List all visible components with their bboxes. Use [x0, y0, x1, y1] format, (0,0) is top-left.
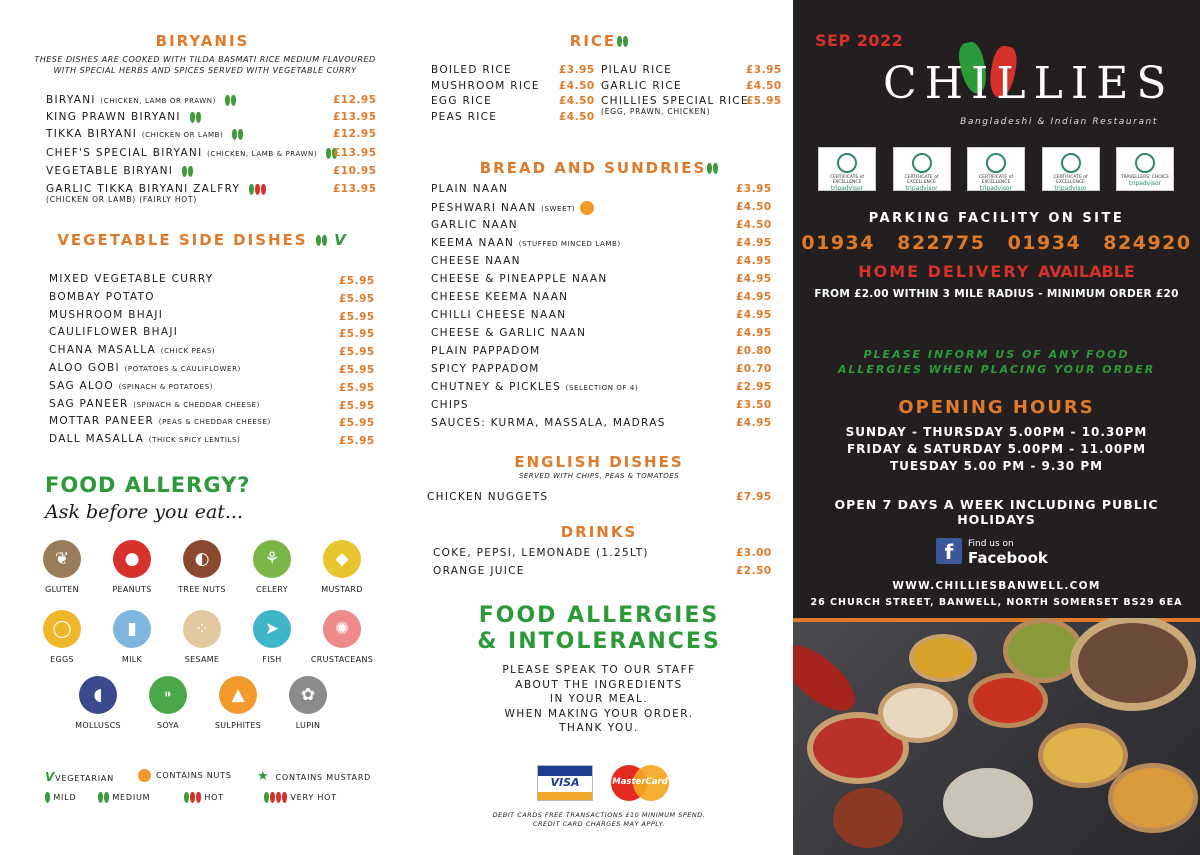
item-name: KEEMA NAAN	[431, 237, 515, 249]
award-brand: tripadvisor	[979, 185, 1013, 192]
phone-2[interactable]: 01934 824920	[1007, 232, 1192, 254]
hours-line: SUNDAY - THURSDAY 5.00PM - 10.30PM	[845, 425, 1148, 439]
tripadvisor-badge	[1116, 147, 1174, 191]
veg-item	[49, 398, 260, 410]
chili-icon	[326, 148, 331, 159]
item-price: £2.50	[736, 565, 772, 577]
veg-sides-title-text: VEGETABLE SIDE DISHES	[57, 231, 308, 249]
item-note: (CHICKEN OR LAMB)	[141, 131, 224, 139]
item-price: £5.95	[339, 381, 375, 394]
item-price: £3.95	[746, 64, 782, 76]
item-price: £0.70	[736, 363, 772, 375]
item-name: BIRYANI	[46, 94, 96, 106]
phone-1[interactable]: 01934 822775	[801, 232, 986, 254]
item-name: PESHWARI NAAN	[431, 202, 537, 214]
owl-icon	[1061, 153, 1081, 173]
bread-item	[431, 237, 621, 249]
delivery-title	[793, 262, 1200, 281]
item-name: BOMBAY POTATO	[49, 290, 155, 303]
chili-icon	[617, 36, 622, 47]
tripadvisor-badge	[893, 147, 951, 191]
item-price: £5.95	[339, 275, 375, 287]
tripadvisor-badge	[1042, 147, 1100, 191]
item-note: (CHICKEN, LAMB & PRAWN)	[207, 150, 318, 158]
allergen-icon: ⁍	[149, 676, 187, 714]
item-note: (SPINACH & CHEDDAR CHEESE)	[133, 400, 260, 409]
item-note: (PEAS & CHEDDAR CHEESE)	[158, 418, 271, 427]
heat-indicator	[224, 94, 236, 106]
delivery-text-b: AVAILABLE	[1037, 262, 1135, 281]
item-note: (STUFFED MINCED LAMB)	[518, 240, 621, 248]
rice-item: BOILED RICE	[431, 64, 512, 76]
item-name: SAUCES: KURMA, MASSALA, MADRAS	[431, 417, 666, 429]
item-price: £13.95	[333, 183, 377, 195]
item-name: PLAIN NAAN	[431, 183, 509, 195]
item-price: £5.95	[339, 310, 375, 323]
allergen-label: TREE NUTS	[178, 585, 226, 594]
allergen-icon: ✿	[289, 676, 327, 714]
owl-icon	[912, 153, 932, 173]
chili-icon	[270, 792, 275, 803]
biryani-item	[46, 147, 337, 159]
allergen-sesame	[162, 610, 242, 664]
allergen-icon: ⚘	[253, 540, 291, 578]
allergen-icon: ◯	[43, 610, 81, 648]
item-price: £5.95	[339, 435, 375, 448]
item-note: (POTATOES & CAULIFLOWER)	[124, 365, 241, 373]
item-name: SAG PANEER	[49, 397, 129, 410]
special-rice-note: (EGG, PRAWN, CHICKEN)	[601, 107, 711, 116]
item-name: GARLIC TIKKA BIRYANI ZALFRY	[46, 183, 241, 195]
star-icon: ★	[257, 769, 270, 784]
allergen-mustard	[302, 540, 382, 594]
award-caption: CERTIFICATE of EXCELLENCE	[829, 175, 864, 185]
delivery-text-a: HOME DELIVERY	[858, 262, 1031, 281]
allergy-notice-line2: ALLERGIES WHEN PLACING YOUR ORDER	[837, 363, 1156, 376]
chili-icon	[623, 36, 628, 47]
item-name: MIXED VEGETABLE CURRY	[49, 273, 214, 285]
item-name: CHILLI CHEESE NAAN	[431, 309, 567, 321]
item-price: £3.95	[736, 183, 772, 195]
legend-medium-label: MEDIUM	[112, 793, 151, 802]
rice-item: CHILLIES SPECIAL RICE	[601, 95, 749, 107]
intolerances-line: IN YOUR MEAL.	[549, 693, 649, 705]
item-price: £5.95	[339, 417, 375, 430]
allergen-icon: ➤	[253, 610, 291, 648]
rice-item: PILAU RICE	[601, 64, 673, 76]
allergy-subtitle: Ask before you eat...	[45, 501, 244, 523]
legend-very-hot-label: VERY HOT	[290, 793, 337, 802]
allergen-label: SULPHITES	[214, 721, 262, 730]
allergen-icon: ◆	[323, 540, 361, 578]
item-price: £4.50	[559, 79, 595, 92]
allergen-icon: ▮	[113, 610, 151, 648]
item-price: £2.95	[736, 381, 772, 393]
allergy-notice-line1: PLEASE INFORM US OF ANY FOOD	[863, 348, 1130, 361]
item-price: £13.95	[333, 111, 377, 123]
allergen-tree-nuts	[162, 540, 242, 594]
veg-item	[49, 326, 178, 338]
chili-icon	[713, 163, 718, 174]
english-title: ENGLISH DISHES	[514, 453, 684, 471]
item-price: £7.95	[736, 491, 772, 503]
heat-indicator	[181, 165, 193, 177]
item-name: PLAIN PAPPADOM	[431, 345, 541, 357]
bread-item	[431, 255, 521, 267]
visa-logo	[537, 765, 593, 801]
allergen-icon: ✺	[323, 610, 361, 648]
bread-item	[431, 219, 518, 231]
spices-photo	[793, 618, 1200, 855]
chili-icon	[196, 792, 201, 803]
intolerances-line: PLEASE SPEAK TO OUR STAFF	[502, 664, 696, 676]
item-price: £0.80	[736, 345, 772, 357]
rice-item: GARLIC RICE	[601, 79, 682, 92]
rice-item: MUSHROOM RICE	[431, 79, 540, 92]
owl-icon	[1135, 153, 1155, 173]
allergen-icon: ⁘	[183, 610, 221, 648]
item-price: £4.50	[736, 219, 772, 231]
drink-item: COKE, PEPSI, LEMONADE (1.25LT)	[433, 547, 649, 559]
item-price: £4.95	[736, 327, 772, 339]
allergen-icon: ●	[113, 540, 151, 578]
veg-item	[49, 309, 163, 321]
item-price: £4.95	[736, 237, 772, 249]
allergen-label: CRUSTACEANS	[310, 655, 374, 664]
allergen-lupin	[268, 676, 348, 730]
item-note: (CHICK PEAS)	[160, 347, 216, 356]
chili-icon	[282, 792, 287, 803]
visa-text: VISA	[550, 776, 580, 789]
drink-item: ORANGE JUICE	[433, 565, 525, 577]
allergen-label: MILK	[121, 655, 143, 664]
allergen-label: CELERY	[256, 585, 288, 594]
item-note: (SWEET)	[541, 205, 576, 213]
bread-title-text: BREAD AND SUNDRIES	[479, 159, 707, 177]
veg-item	[49, 380, 213, 392]
item-price: £5.95	[339, 399, 375, 412]
chili-icon	[232, 129, 237, 140]
legend-contains-nuts	[138, 769, 232, 782]
biryani-item	[46, 111, 201, 123]
allergen-eggs	[22, 610, 102, 664]
item-price: £12.95	[333, 94, 377, 106]
chili-icon	[264, 792, 269, 803]
info-panel	[793, 0, 1200, 855]
veg-item	[49, 291, 155, 303]
legend-mustard-label: CONTAINS MUSTARD	[275, 773, 372, 782]
bread-item	[431, 327, 586, 339]
allergen-label: MOLLUSCS	[75, 721, 121, 730]
heat-indicator	[248, 183, 266, 195]
veg-item	[49, 344, 215, 356]
logo-text: CHILLIES	[883, 58, 1175, 109]
item-price: £4.95	[736, 255, 772, 267]
item-price: £4.50	[736, 201, 772, 213]
award-caption: TRAVELLERS' CHOICE	[1120, 175, 1170, 180]
item-note: (CHICKEN, LAMB OR PRAWN)	[100, 97, 216, 105]
chili-icon	[316, 235, 321, 246]
chili-icon	[184, 792, 189, 803]
chili-icon	[45, 792, 50, 803]
bread-item	[431, 273, 608, 285]
bread-item	[431, 363, 540, 375]
award-caption: CERTIFICATE of EXCELLENCE	[1053, 175, 1088, 185]
bread-item	[431, 417, 666, 429]
item-price: £4.50	[559, 110, 595, 123]
item-price: £5.95	[746, 95, 782, 107]
item-name: CAULIFLOWER BHAJI	[49, 326, 179, 339]
allergen-label: LUPIN	[295, 721, 321, 730]
allergen-soya	[128, 676, 208, 730]
allergen-label: GLUTEN	[45, 585, 79, 594]
biryanis-title: BIRYANIS	[155, 32, 250, 50]
hours-title: OPENING HOURS	[898, 397, 1095, 418]
legend-vegetarian-label: VEGETARIAN	[55, 774, 114, 783]
middle-column	[405, 0, 793, 855]
allergen-label: PEANUTS	[112, 585, 152, 594]
legend-mild	[44, 792, 76, 803]
item-price: £4.95	[736, 273, 772, 285]
biryani-item	[46, 94, 236, 106]
facebook-big-text: Facebook	[968, 549, 1048, 567]
legend-vegetarian: VVEGETARIAN	[45, 770, 114, 784]
award-brand: tripadvisor	[830, 185, 864, 192]
chili-icon	[190, 792, 195, 803]
item-name: MUSHROOM BHAJI	[49, 308, 164, 321]
item-price: £3.95	[559, 64, 595, 76]
english-item: CHICKEN NUGGETS	[427, 491, 549, 503]
tripadvisor-badge	[967, 147, 1025, 191]
rice-title-text: RICE	[569, 32, 617, 50]
bread-item	[431, 345, 541, 357]
intolerances-line: THANK YOU.	[559, 722, 639, 734]
biryani-item	[46, 165, 193, 177]
hours-list	[793, 424, 1200, 475]
address: 26 CHURCH STREET, BANWELL, NORTH SOMERSET BS29 6EA	[810, 597, 1183, 608]
hours-line: TUESDAY 5.00 PM - 9.30 PM	[889, 459, 1104, 473]
delivery-terms: FROM £2.00 WITHIN 3 MILE RADIUS - MINIMUM ORDER £20	[814, 288, 1179, 300]
allergy-notice	[793, 347, 1200, 377]
allergen-icon: ▲	[219, 676, 257, 714]
biryani-item	[46, 183, 266, 195]
chillies-logo	[883, 36, 1175, 116]
item-price: £4.50	[746, 79, 782, 92]
veg-sides-title	[0, 231, 405, 249]
item-note: (THICK SPICY LENTILS)	[148, 436, 241, 445]
veg-item	[49, 273, 213, 285]
item-price: £5.95	[339, 292, 375, 305]
tagline: Bangladeshi & Indian Restaurant	[960, 117, 1158, 127]
facebook-small-text: Find us on	[968, 539, 1014, 549]
legend-nuts-label: CONTAINS NUTS	[156, 771, 232, 780]
item-name: ALOO GOBI	[49, 362, 120, 374]
biryani-item	[46, 128, 243, 140]
item-price: £5.95	[339, 346, 375, 359]
intolerances-line: WHEN MAKING YOUR ORDER.	[504, 707, 694, 720]
allergy-title: FOOD ALLERGY?	[45, 473, 251, 497]
item-name: TIKKA BIRYANI	[46, 128, 138, 140]
item-price: £3.00	[736, 547, 772, 559]
item-note: (SPINACH & POTATOES)	[118, 382, 214, 391]
allergen-milk	[92, 610, 172, 664]
intolerances-title-line1: FOOD ALLERGIES	[478, 603, 720, 628]
mastercard-logo	[609, 764, 671, 802]
award-caption: CERTIFICATE of EXCELLENCE	[978, 175, 1013, 185]
allergen-celery	[232, 540, 312, 594]
item-name: KING PRAWN BIRYANI	[46, 111, 181, 123]
chili-icon	[322, 235, 327, 246]
tripadvisor-badge	[818, 147, 876, 191]
award-brand: tripadvisor	[1054, 185, 1087, 192]
biryanis-subtitle: THESE DISHES ARE COOKED WITH TILDA BASMATI RICE MEDIUM FLAVOURED WITH SPECIAL HERBS AND SPICES SERVED WITH VEGETABLE CURRY	[34, 55, 376, 75]
chili-icon	[276, 792, 281, 803]
heat-indicator	[231, 128, 243, 140]
intolerances-title	[405, 603, 793, 655]
item-name: CHANA MASALLA	[49, 344, 157, 357]
item-name: MOTTAR PANEER	[49, 415, 155, 428]
allergen-fish	[232, 610, 312, 664]
legend-very-hot	[263, 792, 337, 803]
chili-icon	[190, 112, 195, 123]
item-name: CHEF'S SPECIAL BIRYANI	[46, 147, 203, 159]
item-name: CHUTNEY & PICKLES	[431, 381, 561, 393]
award-brand: tripadvisor	[1128, 180, 1162, 187]
biryani-extra-note: (CHICKEN OR LAMB) (FAIRLY HOT)	[46, 195, 198, 204]
allergen-label: SOYA	[157, 721, 179, 730]
item-name: CHEESE KEEMA NAAN	[431, 291, 569, 303]
card-note-line1: DEBIT CARDS FREE TRANSACTIONS £10 MINIMUM SPEND.	[492, 811, 706, 819]
bread-item	[431, 183, 508, 195]
bread-item	[431, 399, 469, 411]
veg-item	[49, 362, 241, 374]
mastercard-text: MasterCard	[612, 777, 668, 787]
item-price: £5.95	[339, 328, 375, 341]
allergen-sulphites	[198, 676, 278, 730]
item-price: £4.95	[736, 309, 772, 321]
nut-icon	[580, 201, 594, 215]
item-name: CHIPS	[431, 399, 469, 411]
intolerances-text	[405, 663, 793, 736]
award-caption: CERTIFICATE of EXCELLENCE	[904, 175, 939, 185]
legend-mild-label: MILD	[53, 793, 77, 802]
allergen-gluten	[22, 540, 102, 594]
rice-item: PEAS RICE	[431, 110, 498, 123]
phones	[793, 232, 1200, 254]
card-note	[405, 811, 793, 829]
item-price: £10.95	[333, 165, 377, 177]
chili-icon	[196, 112, 201, 123]
bread-item	[431, 291, 568, 303]
item-name: CHEESE & GARLIC NAAN	[431, 327, 587, 339]
legend-hot	[183, 792, 224, 803]
facebook-link[interactable]	[936, 537, 1048, 565]
chili-icon	[98, 792, 103, 803]
allergen-peanuts	[92, 540, 172, 594]
heat-indicator	[189, 111, 201, 123]
item-price: £12.95	[333, 128, 377, 140]
bread-item	[431, 381, 638, 393]
allergen-crustaceans	[302, 610, 382, 664]
english-subtitle: SERVED WITH CHIPS, PEAS & TOMATOES	[518, 472, 680, 480]
chili-icon	[188, 166, 193, 177]
allergen-icon: ◐	[183, 540, 221, 578]
item-note: (SELECTION OF 4)	[565, 384, 639, 392]
allergen-label: SESAME	[184, 655, 220, 664]
allergen-molluscs	[58, 676, 138, 730]
rice-title	[405, 32, 793, 50]
chili-icon	[255, 184, 260, 195]
item-name: SAG ALOO	[49, 379, 114, 392]
intolerances-title-line2: & INTOLERANCES	[477, 629, 721, 654]
allergen-label: MUSTARD	[321, 585, 363, 594]
item-name: CHEESE & PINEAPPLE NAAN	[431, 273, 608, 285]
drinks-title: DRINKS	[560, 523, 638, 541]
open-7-days: OPEN 7 DAYS A WEEK INCLUDING PUBLIC HOLIDAYS	[834, 497, 1159, 527]
allergen-label: EGGS	[50, 655, 74, 664]
award-brand: tripadvisor	[905, 185, 938, 192]
bread-title	[405, 159, 793, 177]
website-link[interactable]: WWW.CHILLIESBANWELL.COM	[892, 580, 1101, 592]
bread-item	[431, 201, 594, 215]
item-name: CHEESE NAAN	[431, 255, 521, 267]
item-name: GARLIC NAAN	[431, 219, 518, 231]
chili-icon	[249, 184, 254, 195]
item-price: £4.95	[736, 291, 772, 303]
hours-line: FRIDAY & SATURDAY 5.00PM - 11.00PM	[846, 442, 1147, 456]
allergen-label: FISH	[262, 655, 282, 664]
date-label: SEP 2022	[815, 31, 904, 50]
item-price: £4.50	[559, 95, 595, 107]
owl-icon	[837, 153, 857, 173]
allergen-icon: ◖	[79, 676, 117, 714]
chili-icon	[707, 163, 712, 174]
left-column	[0, 0, 405, 855]
parking-text: PARKING FACILITY ON SITE	[868, 211, 1125, 226]
chili-icon	[182, 166, 187, 177]
item-price: £5.95	[339, 364, 375, 376]
legend-medium	[97, 792, 150, 803]
bread-item	[431, 309, 566, 321]
legend-contains-mustard	[257, 769, 371, 784]
rice-item: EGG RICE	[431, 95, 493, 107]
owl-icon	[986, 153, 1006, 173]
chili-icon	[238, 129, 243, 140]
nut-icon	[138, 769, 151, 782]
vegetarian-mark: V	[334, 231, 348, 249]
intolerances-line: ABOUT THE INGREDIENTS	[515, 678, 683, 691]
item-name: VEGETABLE BIRYANI	[46, 165, 174, 177]
allergen-icon: ❦	[43, 540, 81, 578]
card-note-line2: CREDIT CARD CHARGES MAY APPLY.	[533, 820, 665, 828]
legend-hot-label: HOT	[204, 793, 224, 802]
chili-icon	[104, 792, 109, 803]
veg-item	[49, 433, 240, 445]
facebook-icon: f	[936, 538, 962, 564]
item-price: £4.95	[736, 417, 772, 429]
item-price: £3.50	[736, 399, 772, 411]
chili-icon	[231, 95, 236, 106]
item-name: DALL MASALLA	[49, 433, 145, 446]
item-price: £13.95	[333, 147, 377, 159]
veg-item	[49, 415, 271, 427]
chili-icon	[261, 184, 266, 195]
item-name: SPICY PAPPADOM	[431, 363, 540, 375]
chili-icon	[225, 95, 230, 106]
